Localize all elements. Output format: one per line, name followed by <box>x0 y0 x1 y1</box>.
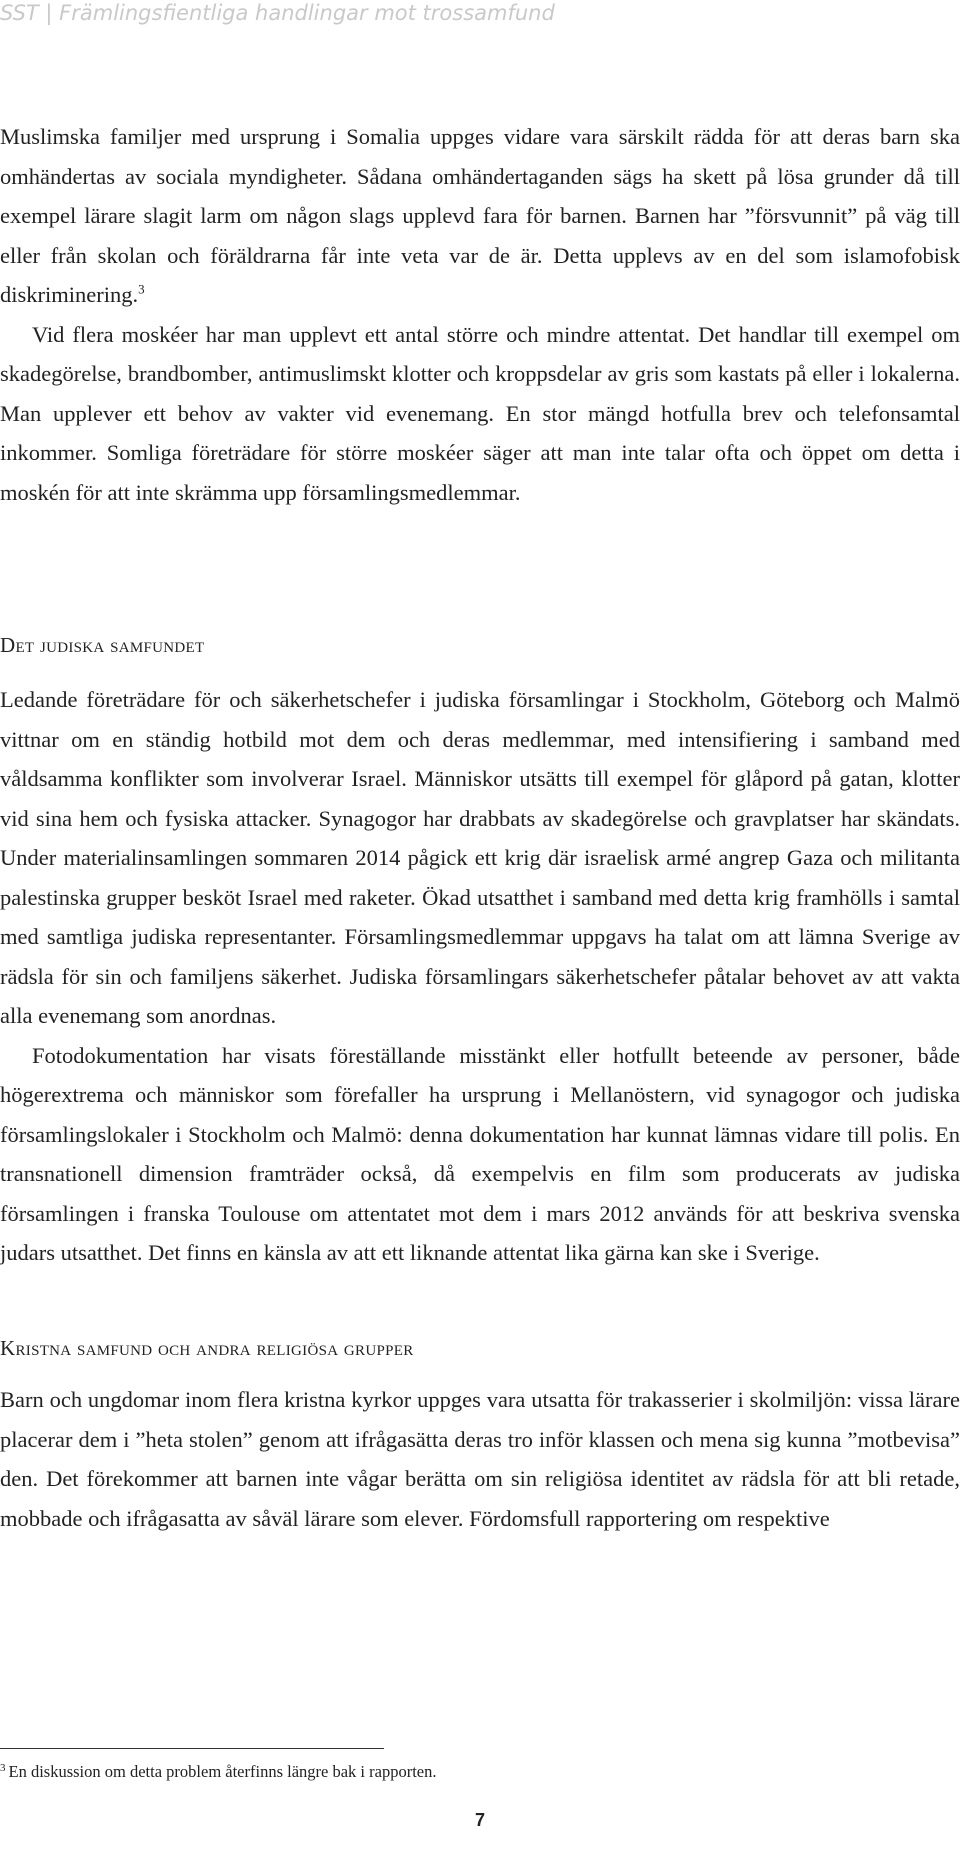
section-heading: Det judiska samfundet <box>0 633 205 657</box>
paragraph-text: Muslimska familjer med ursprung i Somalia uppges vidare vara särskilt rädda för att deras barn ska omhändertas av sociala myndigheter. Sådana omhändertaganden sägs ha skett på lösa grunder då till exempel lärare slagit larm om någon slags upplevd fara för barnen. Barnen har ”försvunnit” på väg till eller från skolan och föräldrarna får inte veta var de är. Detta upplevs av en del som islamofobisk diskriminering. <box>0 124 960 307</box>
footnote-marker: 3 <box>0 1761 6 1774</box>
footnote-divider <box>0 1748 384 1749</box>
paragraph: Ledande företrädare för och säkerhetschefer i judiska församlingar i Stockholm, Göteborg och Malmö vittnar om en ständig hotbild mot dem och deras medlemmar, med intensifiering i samband med våldsamma konflikter som involverar Israel. Människor utsätts till exempel för glåpord på gatan, klotter vid sina hem och fysiska attacker. Synagogor har drabbats av skadegörelse och gravplatser har skändats. Under materialinsamlingen sommaren 2014 pågick ett krig där israelisk armé angrep Gaza och militanta palestinska grupper besköt Israel med raketer. Ökad utsatthet i samband med detta krig framhölls i samtal med samtliga judiska representanter. Församlingsmedlemmar uppgavs ha talat om att lämna Sverige av rädsla för sin och familjens säkerhet. Judiska församlingars säkerhetschefer påtalar behovet av att vakta alla evenemang som anordnas. <box>0 687 960 1028</box>
footnote-text: En diskussion om detta problem återfinns längre bak i rapporten. <box>8 1762 437 1781</box>
paragraph: Barn och ungdomar inom flera kristna kyrkor uppges vara utsatta för trakasserier i skolmiljön: vissa lärare placerar dem i ”heta stolen” genom att ifrågasätta deras tro inför klassen och mena sig kunna ”motbevisa” den. Det förekommer att barnen inte vågar berätta om sin religiösa identitet av rädsla för att bli retade, mobbade och ifrågasatta av såväl lärare som elever. Fördomsfull rapportering om respektive <box>0 1387 960 1531</box>
page-number: 7 <box>474 1810 485 1830</box>
running-header: SST | Främlingsfientliga handlingar mot trossamfund <box>0 1 555 25</box>
footnote-reference[interactable]: 3 <box>138 281 145 297</box>
section-jewish <box>0 680 960 1273</box>
section-intro <box>0 117 960 512</box>
section-christian <box>0 1380 960 1538</box>
paragraph: Vid flera moskéer har man upplevt ett antal större och mindre attentat. Det handlar till exempel om skadegörelse, brandbomber, antimuslimskt klotter och kroppsdelar av gris som kastats på eller i lokalerna. Man upplever ett behov av vakter vid evenemang. En stor mängd hotfulla brev och telefonsamtal inkommer. Somliga företrädare för större moskéer säger att man inte talar ofta och öppet om detta i moskén för att inte skrämma upp församlingsmedlemmar. <box>0 321 960 505</box>
section-heading: Kristna samfund och andra religiösa grupper <box>0 1336 414 1360</box>
paragraph: Fotodokumentation har visats föreställande misstänkt eller hotfullt beteende av personer, både högerextrema och människor som förefaller ha ursprung i Mellanöstern, vid synagogor och judiska församlingslokaler i Stockholm och Malmö: denna dokumentation har kunnat lämnas vidare till polis. En transnationell dimension framträder också, då exempelvis en film som producerats av judiska församlingen i franska Toulouse om attentatet mot dem i mars 2012 används för att beskriva svenska judars utsatthet. Det finns en känsla av att ett liknande attentat lika gärna kan ske i Sverige. <box>0 1042 960 1265</box>
paragraph <box>0 117 960 315</box>
footnote <box>0 1762 436 1782</box>
